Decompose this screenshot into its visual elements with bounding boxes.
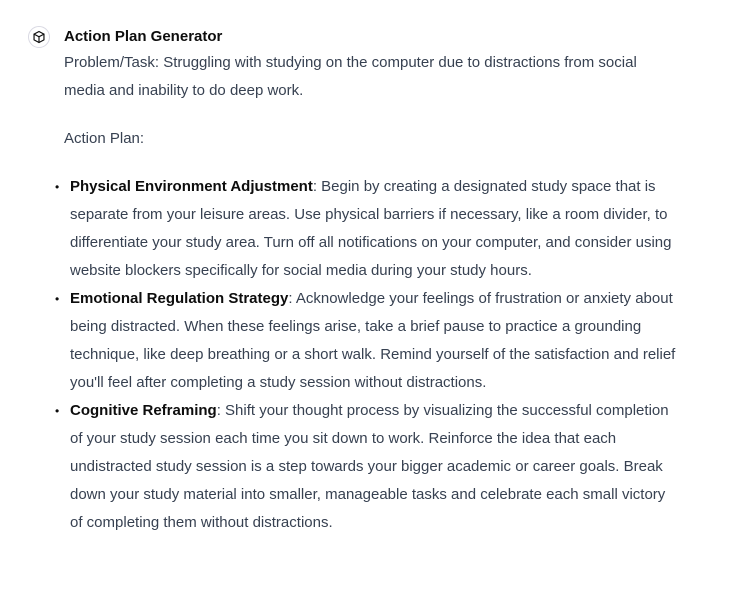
item-text: : Acknowledge your feelings of frustration or anxiety about being distracted. When these feelings arise, take a brief pause to practice a grounding technique, like deep breathing or a short walk. Remind yourself of the satisfaction and relief you'll feel after completing a study session without distractions. <box>70 290 676 391</box>
item-title: Emotional Regulation Strategy <box>70 290 289 307</box>
bullet-icon: • <box>55 404 60 418</box>
message-author: Action Plan Generator <box>64 28 223 45</box>
item-title: Cognitive Reframing <box>70 402 217 419</box>
bullet-icon: • <box>55 292 60 306</box>
cube-icon <box>32 30 46 44</box>
item-text: : Begin by creating a designated study space that is separate from your leisure areas. Use physical barriers if necessary, like a room divider, to differentiate your study area. Turn off all notifications on your computer, and consider using website blockers specifically for social media during your study hours. <box>70 178 672 279</box>
gpt-avatar[interactable] <box>28 26 50 48</box>
bullet-icon: • <box>55 180 60 194</box>
message-content <box>55 49 684 537</box>
item-text: : Shift your thought process by visualizing the successful completion of your study session each time you sit down to work. Reinforce the idea that each undistracted study session is a step towards your bigger academic or career goals. Break down your study material into smaller, manageable tasks and celebrate each small victory of completing them without distractions. <box>70 402 669 531</box>
item-title: Physical Environment Adjustment <box>70 178 313 195</box>
list-item <box>55 397 676 537</box>
list-item <box>55 173 676 285</box>
list-item <box>55 285 676 397</box>
task-statement: Problem/Task: Struggling with studying on the computer due to distractions from social media and inability to do deep work. <box>64 54 637 99</box>
action-plan-label: Action Plan: <box>64 130 145 147</box>
action-plan-list <box>55 173 684 537</box>
